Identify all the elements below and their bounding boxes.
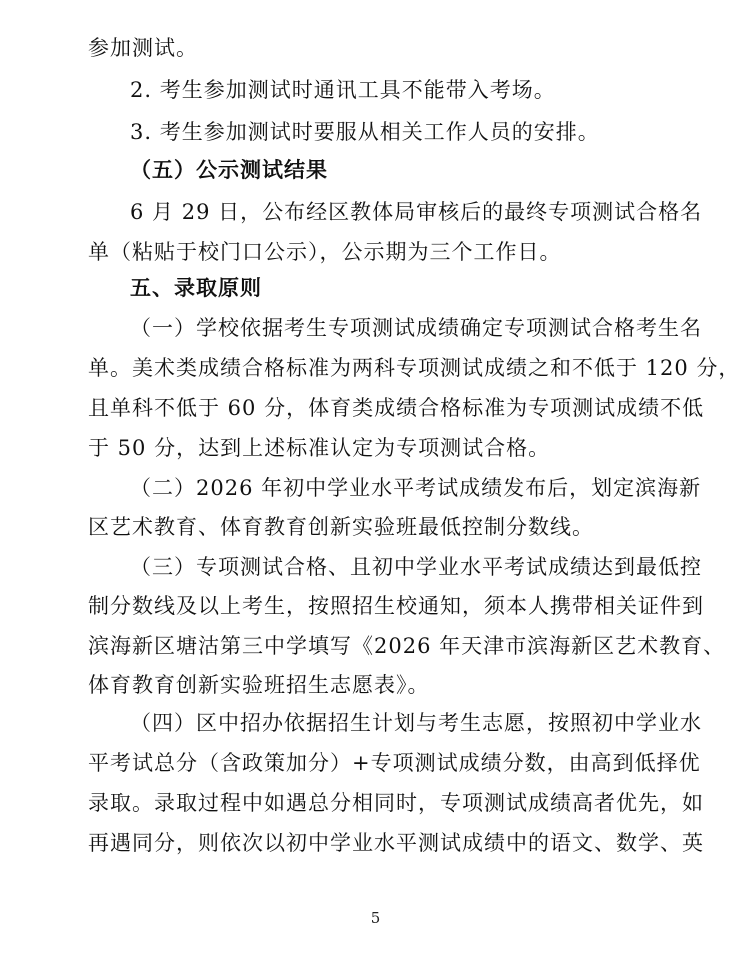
text-line: 参加测试。 <box>88 36 198 60</box>
text-line: 于 50 分，达到上述标准认定为专项测试合格。 <box>88 436 551 460</box>
text-line: 单（粘贴于校门口公示），公示期为三个工作日。 <box>88 240 562 264</box>
text-line: 2. 考生参加测试时通讯工具不能带入考场。 <box>130 78 556 102</box>
text-line: （一）学校依据考生专项测试成绩确定专项测试合格考生名 <box>130 316 702 340</box>
text-line: （三）专项测试合格、且初中学业水平考试成绩达到最低控 <box>130 555 702 579</box>
text-line: 录取。录取过程中如遇总分相同时，专项测试成绩高者优先，如 <box>88 791 704 815</box>
text-line: 单。美术类成绩合格标准为两科专项测试成绩之和不低于 120 分， <box>88 356 741 380</box>
text-line: 制分数线及以上考生，按照招生校通知，须本人携带相关证件到 <box>88 594 704 618</box>
text-line: （二）2026 年初中学业水平考试成绩发布后，划定滨海新 <box>130 476 702 500</box>
text-line: 且单科不低于 60 分，体育类成绩合格标准为专项测试成绩不低 <box>88 396 705 420</box>
text-line: 区艺术教育、体育教育创新实验班最低控制分数线。 <box>88 515 594 539</box>
text-line: 再遇同分，则依次以初中学业水平测试成绩中的语文、数学、英 <box>88 831 704 855</box>
section-heading: （五）公示测试结果 <box>130 157 328 182</box>
page-number: 5 <box>370 909 381 927</box>
text-line: 平考试总分（含政策加分）+专项测试成绩分数，由高到低择优 <box>88 751 701 775</box>
text-line: 6 月 29 日，公布经区教体局审核后的最终专项测试合格名 <box>130 200 703 224</box>
text-line: （四）区中招办依据招生计划与考生志愿，按照初中学业水 <box>130 711 702 735</box>
text-line: 滨海新区塘沽第三中学填写《2026 年天津市滨海新区艺术教育、 <box>88 634 726 658</box>
section-heading: 五、录取原则 <box>130 275 262 300</box>
text-line: 体育教育创新实验班招生志愿表》。 <box>88 673 430 697</box>
text-line: 3. 考生参加测试时要服从相关工作人员的安排。 <box>130 120 600 144</box>
